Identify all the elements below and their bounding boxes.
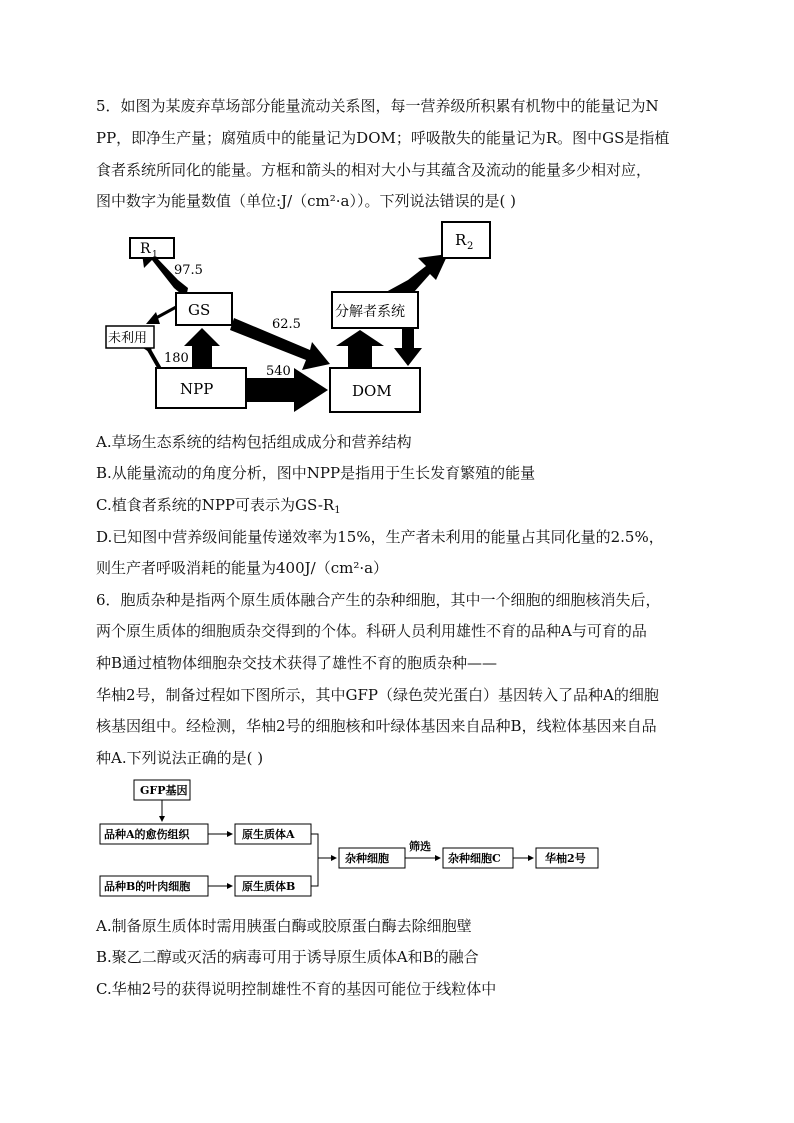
q5-line-4: 图中数字为能量数值（单位:J/（cm²·a））。下列说法错误的是( ) [96, 192, 516, 210]
svg-text:分解者系统: 分解者系统 [335, 304, 405, 320]
q5-line-2: PP，即净生产量；腐殖质中的能量记为DOM；呼吸散失的能量记为R。图中GS是指植 [96, 129, 670, 147]
arrow-dom-decomposer [336, 330, 384, 368]
q5-option-d-line-1: D.已知图中营养级间能量传递效率为15%，生产者未利用的能量占其同化量的2.5%， [96, 528, 664, 546]
box-decomposer [332, 292, 418, 328]
q6-line-3: 种B通过植物体细胞杂交技术获得了雄性不育的胞质杂种—— [96, 654, 498, 672]
box-npp [156, 368, 246, 408]
q5-option-a: A.草场生态系统的结构包括组成成分和营养结构 [96, 433, 412, 451]
q5-line-1: 5．如图为某废弃草场部分能量流动关系图，每一营养级所积累有机物中的能量记为N [96, 97, 659, 115]
box-unused [106, 326, 154, 348]
box-gs [176, 293, 232, 325]
q5-option-c [96, 495, 341, 521]
q6-line-1: 6．胞质杂种是指两个原生质体融合产生的杂种细胞，其中一个细胞的细胞核消失后， [96, 591, 661, 609]
q5-option-c-sub: 1 [334, 505, 341, 516]
svg-text:原生质体A: 原生质体A [242, 828, 295, 841]
q5-option-b: B.从能量流动的角度分析，图中NPP是指用于生长发育繁殖的能量 [96, 464, 536, 482]
svg-text:原生质体B: 原生质体B [242, 880, 296, 893]
arrow-decomposer-dom [394, 326, 422, 366]
box-b-leaf [100, 876, 208, 896]
q6-line-2: 两个原生质体的细胞质杂交得到的个体。科研人员利用雄性不育的品种A与可育的品 [96, 622, 647, 640]
box-huayou [536, 848, 598, 868]
svg-text:华柚2号: 华柚2号 [545, 852, 586, 865]
q6-option-c: C.华柚2号的获得说明控制雄性不育的基因可能位于线粒体中 [96, 980, 497, 998]
value-97-5: 97.5 [174, 263, 203, 278]
q6-option-b: B.聚乙二醇或灭活的病毒可用于诱导原生质体A和B的融合 [96, 948, 479, 966]
svg-text:杂种细胞: 杂种细胞 [345, 852, 389, 865]
svg-text:杂种细胞C: 杂种细胞C [448, 852, 501, 865]
box-hybrid [339, 848, 405, 868]
value-180: 180 [164, 351, 189, 366]
box-gfp [134, 780, 190, 800]
svg-text:品种B的叶肉细胞: 品种B的叶肉细胞 [104, 880, 191, 893]
box-a-callus [100, 824, 208, 844]
label-screen: 筛选 [409, 840, 431, 853]
svg-text:R: R [455, 231, 467, 249]
svg-text:GS: GS [188, 301, 211, 319]
q6-line-4: 华柚2号，制备过程如下图所示，其中GFP（绿色荧光蛋白）基因转入了品种A的细胞 [96, 686, 659, 704]
box-r1 [130, 238, 174, 260]
q5-option-c-text: C.植食者系统的NPP可表示为GS-R [96, 496, 335, 514]
arrow-gs-unused [156, 306, 178, 318]
svg-text:GFP基因: GFP基因 [140, 784, 188, 797]
svg-text:2: 2 [467, 241, 474, 252]
svg-text:品种A的愈伤组织: 品种A的愈伤组织 [104, 828, 190, 841]
q5-line-3: 食者系统所同化的能量。方框和箭头的相对大小与其蕴含及流动的能量多少相对应， [96, 161, 652, 179]
svg-text:NPP: NPP [180, 380, 214, 398]
q5-option-d-line-2: 则生产者呼吸消耗的能量为400J/（cm²·a） [96, 559, 389, 577]
q6-line-6: 种A.下列说法正确的是( ) [96, 749, 264, 767]
value-540: 540 [266, 364, 291, 379]
box-hybrid-c [443, 848, 513, 868]
value-62-5: 62.5 [272, 317, 301, 332]
box-proto-a [235, 824, 311, 844]
svg-text:R: R [140, 241, 151, 257]
svg-text:DOM: DOM [352, 382, 392, 400]
box-r2 [442, 222, 490, 258]
box-proto-b [235, 876, 311, 896]
box-dom [330, 368, 420, 412]
q6-line-5: 核基因组中。经检测，华柚2号的细胞核和叶绿体基因来自品种B，线粒体基因来自品 [96, 717, 657, 735]
svg-text:1: 1 [152, 250, 158, 260]
q6-option-a: A.制备原生质体时需用胰蛋白酶或胶原蛋白酶去除细胞壁 [96, 917, 472, 935]
hybrid-flow-diagram [96, 776, 606, 902]
svg-text:未利用: 未利用 [108, 331, 148, 346]
energy-flow-diagram [96, 218, 506, 418]
arrow-npp-gs [184, 328, 220, 368]
